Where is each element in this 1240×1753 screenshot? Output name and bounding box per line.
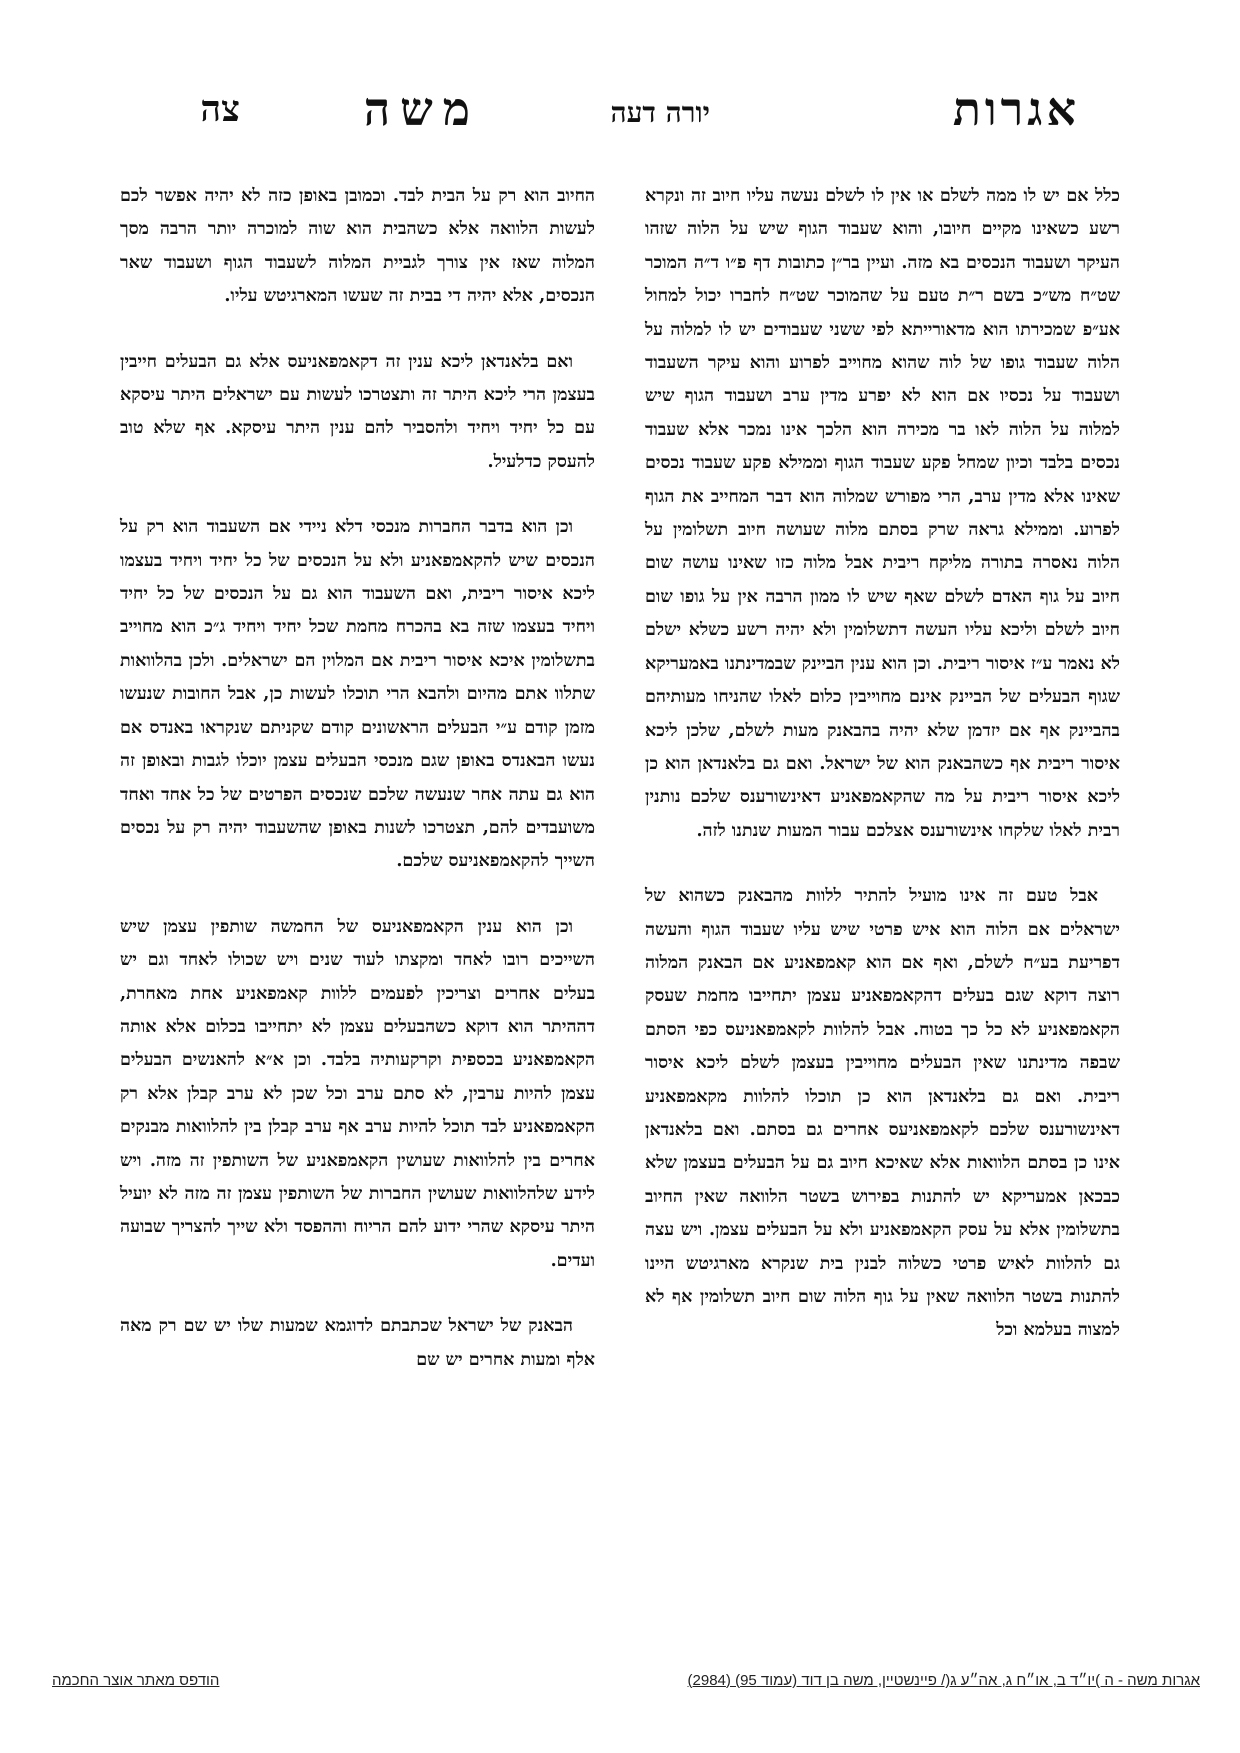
book-title: אגרות	[952, 82, 1080, 136]
page-footer	[40, 1672, 1200, 1696]
paragraph: וכן הוא ענין הקאמפאניעס של החמשה שותפין עצמן שיש השייכים רובו לאחד ומקצתו לעוד שנים ויש שכולו לאחד וגם יש בעלים אחרים וצריכין לפעמים ללוות קאמפאניע אחת מאחרת, דההיתר הוא דוקא כשהבעלים עצמן לא יתחייבו בכלום אלא אותה הקאמפאניע בכספית וקרקעותיה בלבד. וכן א״א להאנשים הבעלים עצמן להיות ערבין, לא סתם ערב וכל שכן לא ערב קבלן אלא רק הקאמפאניע לבד תוכל להיות ערב אף ערב קבלן בין להלוואות מבנקים אחרים בין להלוואות שעושין הקאמפאניע של השותפין זה מזה. ויש לידע שלהלוואות שעושין החברות של השותפין עצמן זה מזה לא יועיל היתר עיסקא שהרי ידוע להם הריוח וההפסד ולא שייך להצריך שבועה ועדים.	[120, 916, 595, 1271]
source-citation: אגרות משה - ה )יו״ד ב, או״ח ג, אה״ע ג(/ פיינשטיין, משה בן דוד (עמוד 95) (2984)	[687, 1672, 1200, 1689]
paragraph: החיוב הוא רק על הבית לבד. וכמובן באופן כזה לא יהיה אפשר לכם לעשות הלוואה אלא כשהבית הוא שוה למוכרה יותר הרבה מסך המלוה שאז אין צורך לגביית המלוה לשעבוד הגוף ושעבוד שאר הנכסים, אלא יהיה די בבית זה שעשו המארגיטש עליו.	[120, 186, 595, 307]
text-body	[120, 180, 1120, 1620]
paragraph: וכן הוא בדבר החברות מנכסי דלא ניידי אם השעבוד הוא רק על הנכסים שיש להקאמפאניע ולא על הנכסים של כל יחיד ויחיד בעצמו ליכא איסור ריבית, ואם השעבוד הוא גם על הנכסים של כל יחיד ויחיד בעצמו שזה בא בהכרח מחמת שכל יחיד ויחיד ג״כ הוא מחוייב בתשלומין איכא איסור ריבית אם המלוין הם ישראלים. ולכן בהלוואות שתלוו אתם מהיום ולהבא הרי תוכלו לעשות כן, אבל החובות שנעשו מזמן קודם ע״י הבעלים הראשונים קודם שקניתם שנקראו באנדס אם נעשו הבאנדס באופן שגם מנכסי הבעלים עצמן יוכלו לגבות ובאופן זה הוא גם עתה אחר שנעשה שלכם שנכסים הפרטים של כל אחד ואחד משועבדים להם, תצטרכו לשנות באופן שהשעבוד יהיה רק על נכסים השייך להקאמפאניעס שלכם.	[120, 517, 595, 872]
page-header	[120, 82, 1120, 152]
right-column	[645, 180, 1120, 1380]
paragraph: אבל טעם זה אינו מועיל להתיר ללוות מהבאנק כשהוא של ישראלים אם הלוה הוא איש פרטי שיש עליו שעבוד הגוף והעשה דפריעת בע״ח לשלם, ואף אם הוא קאמפאניע אם הבאנק המלוה רוצה דוקא שגם בעלים דהקאמפאניע עצמן יתחייבו מחמת שעסק הקאמפאניע לא כל כך בטוח. אבל להלוות לקאמפאניעס כפי הסתם שבפה מדינתנו שאין הבעלים מחוייבין בעצמן לשלם ליכא איסור ריבית. ואם גם בלאנדאן הוא כן תוכלו להלוות מקאמפאניע דאינשורענס שלכם לקאמפאניעס אחרים גם בסתם. ואם בלאנדאן אינו כן בסתם הלוואות אלא שאיכא חיוב גם על הבעלים בעצמן שלא כבכאן אמעריקא יש להתנות בפירוש בשטר הלוואה שאין החיוב בתשלומין אלא על עסק הקאמפאניע ולא על הבעלים עצמן. ויש עצה גם להלוות לאיש פרטי כשלוה לבנין בית שנקרא מארגיטש היינו להתנות בשטר הלוואה שאין על גוף הלוה שום חיוב תשלומין אף לא למצוה בעלמא וכל	[645, 886, 1120, 1341]
printed-from-note: הודפס מאתר אוצר החכמה	[52, 1672, 220, 1689]
page-number: צה	[200, 88, 240, 130]
book-title-author: משה	[363, 82, 480, 136]
paragraph: הבאנק של ישראל שכתבתם לדוגמא שמעות שלו יש שם רק מאה אלף ומעות אחרים יש שם	[120, 1316, 595, 1370]
left-column	[120, 180, 595, 1409]
section-title: יורה דעה	[610, 96, 710, 129]
paragraph: כלל אם יש לו ממה לשלם או אין לו לשלם נעשה עליו חיוב זה ונקרא רשע כשאינו מקיים חיובו, והוא שעבוד הגוף שיש על הלוה שזהו העיקר ושעבוד הנכסים בא מזה. ועיין בר״ן כתובות דף פ״ו ד״ה המוכר שט״ח מש״כ בשם ר״ת טעם על שהמוכר שט״ח לחברו יכול למחול אע״פ שמכירתו הוא מדאורייתא לפי ששני שעבודים יש לו למלוה על הלוה שעבוד גופו של לוה שהוא מחוייב לפרוע והוא עיקר השעבוד ושעבוד על נכסיו אם הוא לא יפרע מדין ערב ושעבוד הגוף שיש למלוה על הלוה לאו בר מכירה הוא הלכך אינו נמכר אלא שעבוד נכסים בלבד וכיון שמחל פקע שעבוד הגוף וממילא פקע שעבוד נכסים שאינו אלא מדין ערב, הרי מפורש שמלוה הוא דבר המחייב את הגוף לפרוע. וממילא גראה שרק בסתם מלוה שעושה חיוב תשלומין על הלוה נאסרה בתורה מליקח ריבית אבל מלוה כזו שאינו עושה שום חיוב על גוף האדם לשלם שאף שיש לו ממון הרבה אין על גופו שום חיוב לשלם וליכא עליו העשה דתשלומין ולא יהיה רשע כשלא ישלם לא נאמר ע״ז איסור ריבית. וכן הוא ענין הביינק שבמדינתנו באמעריקא שגוף הבעלים של הביינק אינם מחוייבין כלום לאלו שהניחו מעותיהם בהביינק אף אם יזדמן שלא יהיה בהבאנק מעות לשלם, שלכן ליכא איסור ריבית אף כשהבאנק הוא של ישראל. ואם גם בלאנדאן הוא כן ליכא איסור ריבית על מה שהקאמפאניע דאינשורענס שלכם נותנין רבית לאלו שלקחו אינשורענס אצלכם עבור המעות שנתנו לזה.	[645, 186, 1120, 841]
paragraph: ואם בלאנדאן ליכא ענין זה דקאמפאניעס אלא גם הבעלים חייבין בעצמן הרי ליכא היתר זה ותצטרכו לעשות עם ישראלים היתר עיסקא עם כל יחיד ויחיד ולהסביר להם ענין היתר עיסקא. אף שלא טוב להעסק כדלעיל.	[120, 351, 595, 472]
